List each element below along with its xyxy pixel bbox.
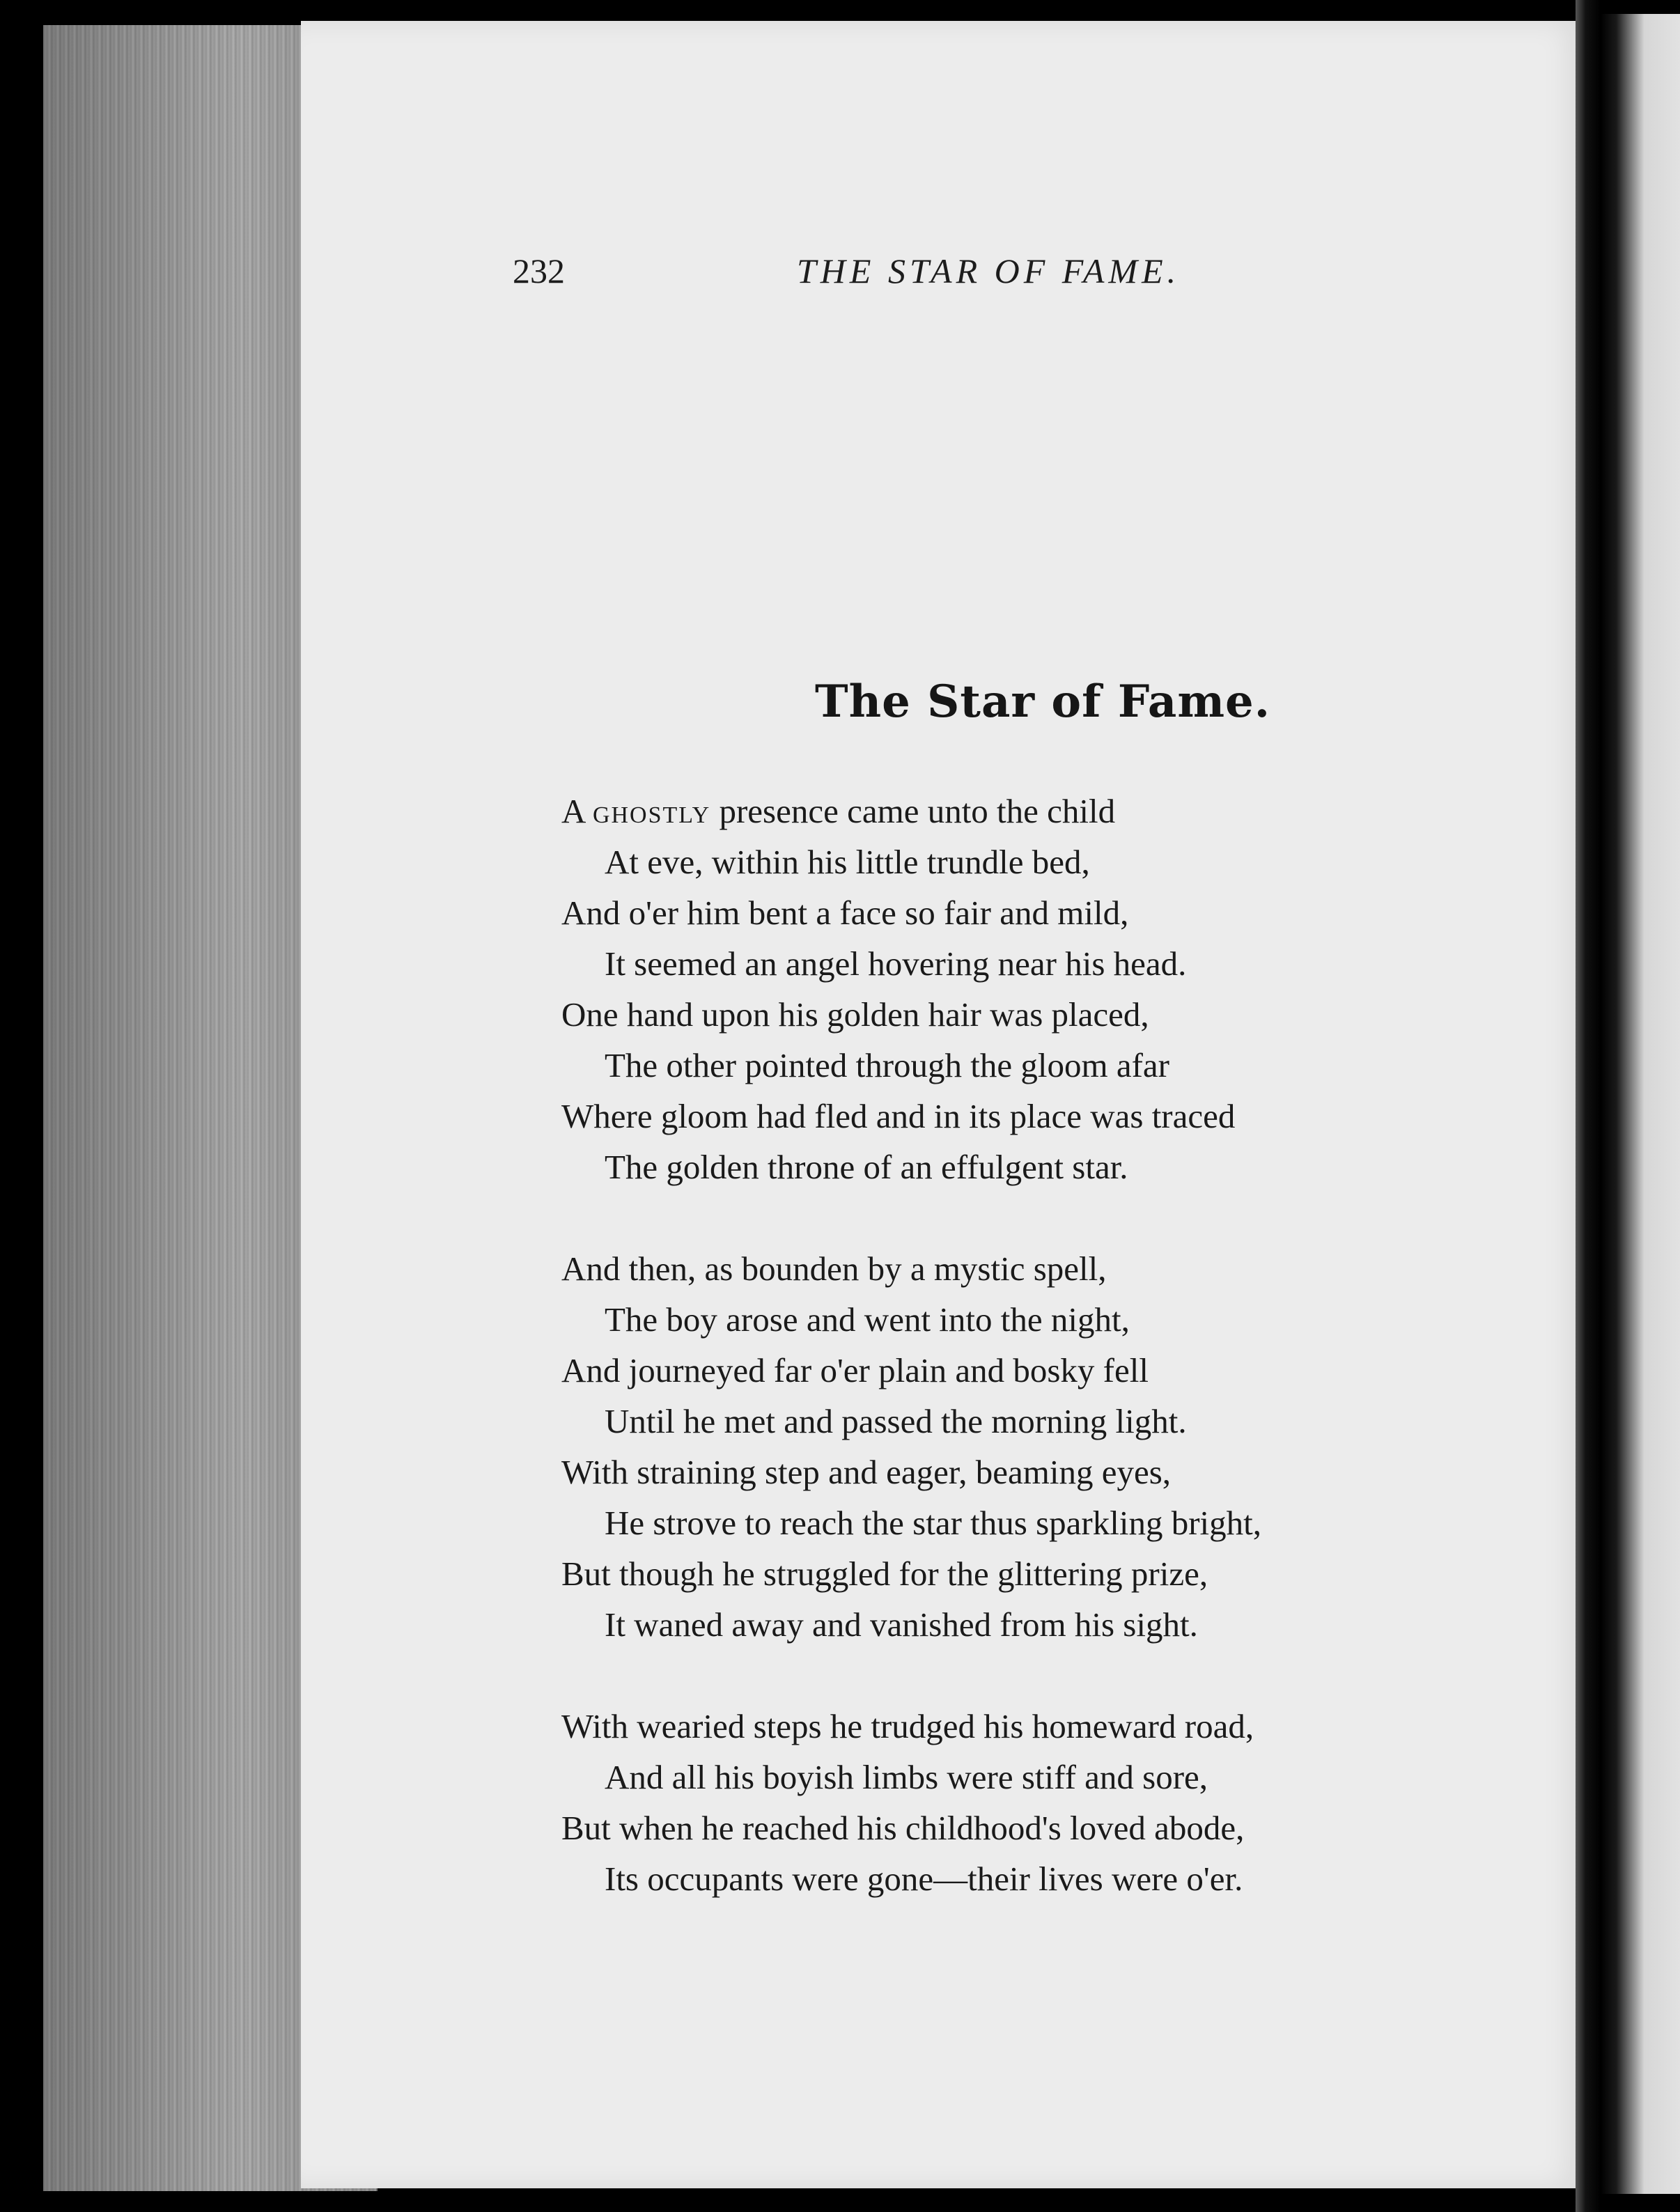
running-head bbox=[513, 251, 1279, 299]
poem-line: With straining step and eager, beaming eyes, bbox=[561, 1453, 1172, 1491]
first-word-smallcaps: ghostly bbox=[592, 792, 711, 830]
poem-line: It seemed an angel hovering near his head. bbox=[605, 944, 1187, 983]
poem-line: And journeyed far o'er plain and bosky fell bbox=[561, 1351, 1149, 1389]
poem-line: Until he met and passed the morning light. bbox=[605, 1402, 1187, 1440]
poem-body bbox=[561, 786, 1481, 1904]
poem-line: And all his boyish limbs were stiff and sore, bbox=[605, 1758, 1208, 1796]
poem-line: With wearied steps he trudged his homeward road, bbox=[561, 1707, 1254, 1745]
page-number: 232 bbox=[513, 251, 565, 290]
first-word: A bbox=[561, 792, 584, 830]
poem-line: But when he reached his childhood's loved abode, bbox=[561, 1809, 1245, 1847]
poem-line: He strove to reach the star thus sparkling bright, bbox=[605, 1504, 1262, 1542]
poem-line: One hand upon his golden hair was placed, bbox=[561, 995, 1149, 1034]
book-spine-shadow bbox=[1576, 0, 1601, 2212]
stanza-2 bbox=[561, 1243, 1481, 1650]
poem-line: And then, as bounden by a mystic spell, bbox=[561, 1249, 1107, 1288]
poem-line: The other pointed through the gloom afar bbox=[605, 1046, 1169, 1084]
poem-line: But though he struggled for the glittering prize, bbox=[561, 1555, 1208, 1593]
running-title: THE STAR OF FAME. bbox=[797, 251, 1181, 290]
poem-line: It waned away and vanished from his sight. bbox=[605, 1605, 1198, 1644]
stanza-3 bbox=[561, 1701, 1481, 1904]
poem-title: The Star of Fame. bbox=[815, 676, 1271, 728]
poem-line bbox=[561, 786, 1481, 836]
poem-line: The golden throne of an effulgent star. bbox=[605, 1148, 1128, 1186]
stanza-1 bbox=[561, 786, 1481, 1192]
poem-line: The boy arose and went into the night, bbox=[605, 1300, 1130, 1339]
poem-line: At eve, within his little trundle bed, bbox=[605, 843, 1090, 881]
facing-page-edge bbox=[1601, 14, 1680, 2194]
first-line-rest: presence came unto the child bbox=[710, 792, 1116, 830]
poem-line: And o'er him bent a face so fair and mild, bbox=[561, 894, 1129, 932]
poem-line: Its occupants were gone—their lives were o'er. bbox=[605, 1860, 1243, 1898]
poem-line: Where gloom had fled and in its place was traced bbox=[561, 1097, 1236, 1135]
